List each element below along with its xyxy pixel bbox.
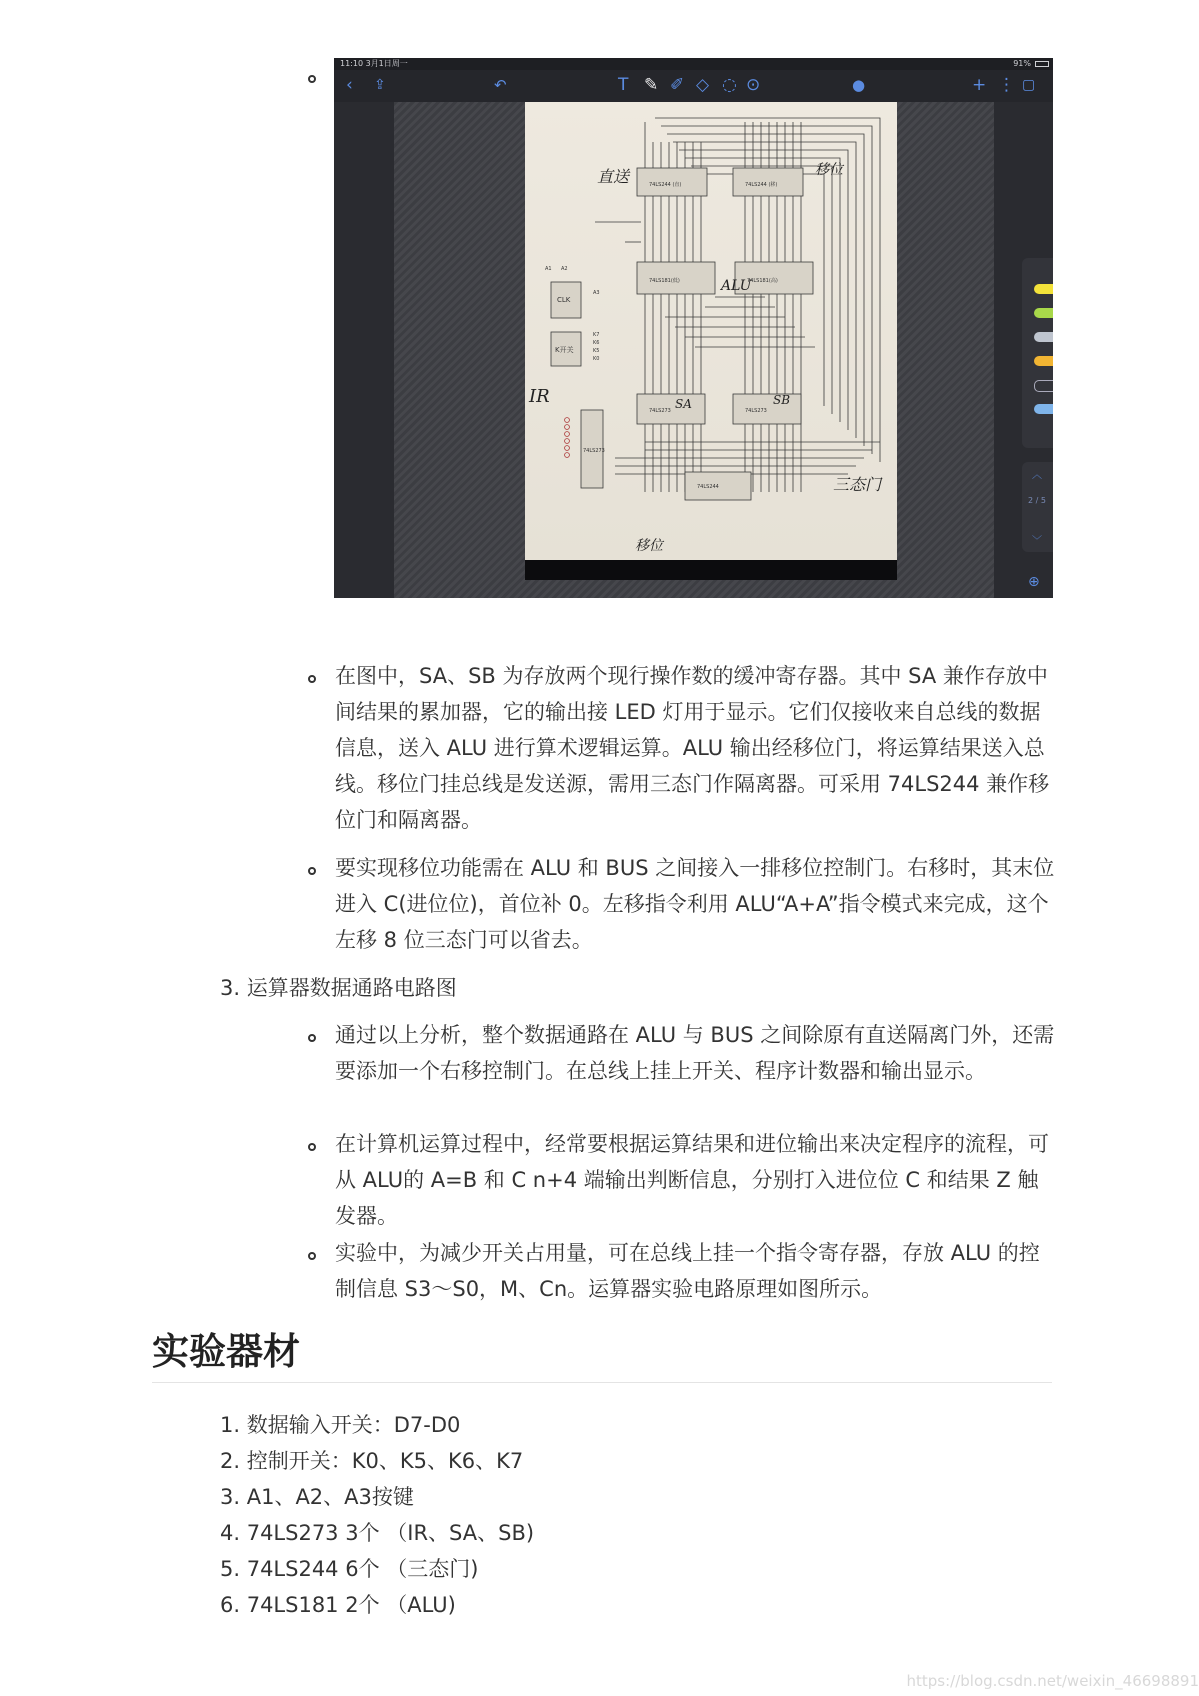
equipment-item: 3. A1、A2、A3按键 <box>220 1485 414 1509</box>
list-bullet <box>308 1252 316 1260</box>
list-bullet <box>308 1034 316 1042</box>
status-time: 11:10 3月1日周一 <box>340 59 408 68</box>
list-bullet <box>308 675 316 683</box>
handwritten-sa: SA <box>675 397 692 411</box>
chip6-label: 74LS273 <box>745 408 767 414</box>
pager-down-icon[interactable]: ﹀ <box>1032 536 1042 547</box>
pages-icon[interactable]: ▢ <box>1022 77 1036 93</box>
clk-label: CLK <box>557 296 571 304</box>
pen-gray-icon[interactable] <box>1034 332 1053 342</box>
chip5-label: 74LS273 <box>649 408 671 414</box>
highlighter-icon[interactable]: ✐ <box>670 75 685 95</box>
k6-label: K6 <box>593 340 600 346</box>
equipment-item: 1. 数据输入开关：D7-D0 <box>220 1413 461 1437</box>
list-bullet <box>308 867 316 875</box>
equipment-item: 5. 74LS244 6个 （三态门) <box>220 1557 479 1581</box>
a1-label: A1 <box>545 266 552 272</box>
paragraph-shift: 要实现移位功能需在 ALU 和 BUS 之间接入一排移位控制门。右移时，其末位进入 C(进位位)，首位补 0。左移指令利用 ALU“A+A”指令模式来完成，这个左移 8 位三态门可以省去。 <box>335 856 1055 952</box>
list-bullet <box>308 75 316 83</box>
add-page-icon[interactable]: + <box>972 75 987 95</box>
list-bullet <box>308 1143 316 1151</box>
zoom-icon[interactable]: ⊕ <box>1028 574 1040 590</box>
eraser-icon[interactable]: ◇ <box>696 75 710 95</box>
paragraph-ir: 实验中，为减少开关占用量，可在总线上挂一个指令寄存器，存放 ALU 的控制信息 S3～S0，M、Cn。运算器实验电路原理如图所示。 <box>335 1241 1040 1301</box>
pen-yellow-icon[interactable] <box>1034 284 1053 294</box>
equipment-item: 6. 74LS181 2个 （ALU) <box>220 1593 456 1617</box>
chip8-label: 74LS244 <box>697 484 719 490</box>
chip4-label: 74LS181(高) <box>747 278 778 284</box>
chip7-label: 74LS273 <box>583 448 605 454</box>
handwritten-sb: SB <box>773 393 791 407</box>
chip1-label: 74LS244 (直) <box>649 182 682 188</box>
paper-sheet <box>525 102 897 560</box>
pen-blue-icon[interactable] <box>1034 404 1053 414</box>
equipment-heading: 实验器材 <box>152 1330 300 1373</box>
paragraph-sa-sb: 在图中，SA、SB 为存放两个现行操作数的缓冲寄存器。其中 SA 兼作存放中间结果的累加器，它的输出接 LED 灯用于显示。它们仅接收来自总线的数据信息，送入 ALU 进行算术逻辑运算。ALU 输出经移位门，将运算结果送入总线。移位门挂总线是发送源，需用三态门作隔离器。可采用 74LS244 兼作移位门和隔离器。 <box>335 664 1050 832</box>
chip-74ls273-sb <box>733 394 801 424</box>
k-switch-label: K开关 <box>555 346 574 354</box>
pen-tool-icon[interactable]: ✎ <box>644 75 659 95</box>
k7-label: K7 <box>593 332 600 338</box>
chip3-label: 74LS181(低) <box>649 278 680 284</box>
watermark: https://blog.csdn.net/weixin_46698891 <box>906 1672 1199 1690</box>
handwritten-bottom: 移位 <box>635 538 663 554</box>
handwritten-ir: IR <box>529 386 550 407</box>
paragraph-flow: 在计算机运算过程中，经常要根据运算结果和进位输出来决定程序的流程，可从 ALU的 A=B 和 C n+4 端输出判断信息，分别打入进位位 C 和结果 Z 触发器。 <box>335 1132 1049 1228</box>
pager-text: 2 / 5 <box>1028 496 1046 505</box>
circuit-screenshot <box>334 58 1053 598</box>
handwritten-alu: ALU <box>721 278 752 294</box>
microphone-icon[interactable]: ● <box>852 76 866 94</box>
battery-icon <box>1035 61 1049 67</box>
equipment-item: 4. 74LS273 3个 （IR、SA、SB) <box>220 1521 535 1545</box>
shape-icon[interactable]: ⊙ <box>746 75 761 95</box>
heading-divider <box>152 1382 1052 1383</box>
more-icon[interactable]: ⋮ <box>998 75 1015 95</box>
circuit-drawing <box>525 102 897 560</box>
chip-74ls273-sa <box>637 394 705 424</box>
share-icon[interactable]: ⇪ <box>374 77 386 93</box>
chip2-label: 74LS244 (移) <box>745 182 778 188</box>
pen-orange-icon[interactable] <box>1034 356 1053 366</box>
section-title-datapath: 3. 运算器数据通路电路图 <box>220 976 457 1000</box>
pager-up-icon[interactable]: ︿ <box>1032 470 1042 481</box>
left-margin <box>334 102 394 598</box>
app-toolbar <box>334 70 1053 102</box>
pen-outline-icon[interactable] <box>1034 380 1053 392</box>
page-pager <box>1022 462 1053 552</box>
paper-shadow <box>525 560 897 580</box>
a2-label: A2 <box>561 266 568 272</box>
k5-label: K5 <box>593 348 600 354</box>
equipment-item: 2. 控制开关：K0、K5、K6、K7 <box>220 1449 524 1473</box>
a3-label: A3 <box>593 290 600 296</box>
back-icon[interactable]: ‹ <box>346 75 353 95</box>
undo-icon[interactable]: ↶ <box>494 76 507 94</box>
handwritten-direct: 直送 <box>597 167 630 186</box>
k0-label: K0 <box>593 356 600 362</box>
paragraph-analysis: 通过以上分析，整个数据通路在 ALU 与 BUS 之间除原有直送隔离门外，还需要添加一个右移控制门。在总线上挂上开关、程序计数器和输出显示。 <box>335 1023 1055 1083</box>
status-battery: 91% <box>1013 59 1031 68</box>
handwritten-tristate: 三态门 <box>833 475 882 494</box>
handwritten-shift: 移位 <box>815 162 843 178</box>
status-bar <box>334 58 1053 70</box>
lasso-icon[interactable]: ◌ <box>722 75 737 95</box>
pen-green-icon[interactable] <box>1034 308 1053 318</box>
text-tool-icon[interactable]: T <box>618 75 629 95</box>
